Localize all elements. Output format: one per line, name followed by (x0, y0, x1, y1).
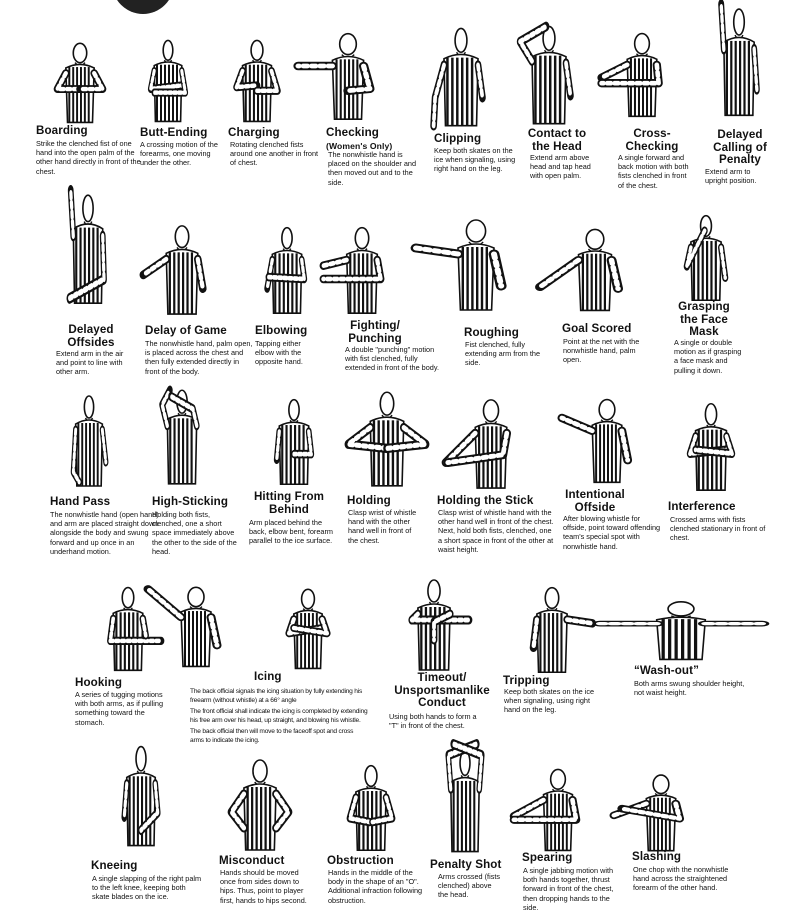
high-sticking-title-text: High-Sticking (152, 495, 229, 508)
boarding-description: Strike the clenched fist of one hand into the open palm of the other hand directly in front of the chest. (36, 139, 141, 176)
delay-of-game-figure (140, 220, 224, 318)
delayed-calling-description: Extend arm to upright position. (705, 167, 757, 186)
holding-title (347, 495, 391, 508)
butt-ending-title-text: Butt-Ending (140, 126, 208, 139)
intentional-offside-title (560, 489, 630, 514)
icing-paragraph: The back official signals the icing situation by fully extending his freearm (without whistle) at a 66° angle (190, 688, 363, 704)
high-sticking-title (152, 496, 228, 509)
fighting-description: A double "punching" motion with fist clenched, fully extended in front of the body. (345, 345, 439, 373)
grasping-mask-title-text: Grasping the Face Mask (678, 300, 730, 338)
misconduct-description: Hands should be moved once from sides down to hips. Thus, point to player first, hands to hips second. (220, 868, 307, 905)
cross-checking-title (617, 128, 687, 153)
hooking-title-text: Hooking (75, 676, 123, 689)
delayed-offsides-figure (56, 188, 120, 308)
tripping-title-text: Tripping (503, 674, 550, 687)
misconduct-title-text: Misconduct (219, 854, 285, 867)
penalty-shot-description: Arms crossed (fists clenched) above the head. (438, 872, 501, 900)
misconduct-figure (216, 754, 304, 854)
holding-stick-title (437, 495, 533, 508)
delayed-calling-figure (706, 2, 772, 120)
icing2-figure (268, 584, 348, 672)
obstruction-description: Hands in the middle of the body in the shape of an "O". Additional infraction following obstruction. (328, 868, 423, 905)
boarding-title-text: Boarding (36, 124, 88, 137)
delayed-offsides-title-text: Delayed Offsides (67, 323, 115, 349)
checking-description: The nonwhistle hand is placed on the shoulder and then moved out and to the side. (328, 150, 417, 187)
intentional-offside-figure (558, 394, 656, 486)
clipping-description: Keep both skates on the ice when signaling, using right hand on the leg. (434, 146, 516, 174)
charging-figure (220, 35, 294, 125)
hand-pass-description: The nonwhistle hand (open hand) and arm are placed straight down alongside the body and swung forward and up once in an underhand motion. (50, 510, 159, 556)
boarding-figure (38, 38, 122, 126)
delayed-offsides-title (56, 324, 126, 349)
goal-scored-description: Point at the net with the nonwhistle hand, palm open. (563, 337, 640, 365)
clipping-figure (424, 22, 498, 130)
icing-figure (146, 582, 246, 670)
cross-checking-description: A single forward and back motion with both fists clenched in front of the chest. (618, 153, 689, 190)
elbowing-title (255, 325, 307, 338)
elbowing-description: Tapping either elbow with the opposite hand. (255, 339, 303, 367)
penalty-shot-title (430, 859, 501, 872)
icing-description (190, 688, 368, 749)
holding-title-text: Holding (347, 494, 391, 507)
interference-title-text: Interference (668, 500, 736, 513)
goal-scored-figure (540, 224, 650, 314)
hand-pass-figure (60, 390, 118, 490)
contact-head-title-text: Contact to the Head (527, 127, 587, 153)
delayed-offsides-description: Extend arm in the air and point to line with other arm. (56, 349, 124, 377)
obstruction-figure (334, 760, 408, 854)
charging-title (228, 127, 280, 140)
timeout-title (387, 672, 497, 710)
spearing-description: A single jabbing motion with both hands together, thrust forward in front of the chest, then dropping hands to the side. (523, 866, 614, 912)
intentional-offside-description: After blowing whistle for offside, point toward offending team's special spot with nonwhistle hand. (563, 514, 661, 551)
fighting-title (345, 320, 405, 345)
timeout-title-text: Timeout/ Unsportsmanlike Conduct (394, 671, 490, 709)
washout-title-text: “Wash-out” (634, 664, 699, 677)
spearing-title (522, 852, 572, 865)
icing-title-text: Icing (254, 670, 282, 683)
interference-description: Crossed arms with fists clenched stationary in front of chest. (670, 515, 766, 543)
washout-title (634, 665, 699, 678)
interference-figure (676, 398, 746, 494)
tripping-figure (510, 582, 594, 676)
delay-of-game-title (145, 325, 227, 338)
hooking-description: A series of tugging motions with both arms, as if pulling something toward the stomach. (75, 690, 164, 727)
delay-of-game-description: The nonwhistle hand, palm open, is placed across the chest and then fully extended directly in front of the body. (145, 339, 253, 376)
holding-description: Clasp wrist of whistle hand with the other hand well in front of the chest. (348, 508, 417, 545)
intentional-offside-title-text: Intentional Offside (565, 488, 625, 514)
penalty-shot-figure (434, 744, 496, 856)
butt-ending-description: A crossing motion of the forearms, one moving under the other. (140, 140, 218, 168)
delayed-calling-title (705, 129, 775, 167)
hand-pass-title (50, 496, 110, 509)
hitting-behind-title (249, 491, 329, 516)
charging-description: Rotating clenched fists around one another in front of chest. (230, 140, 319, 168)
penalty-shot-title-text: Penalty Shot (430, 858, 502, 871)
contact-head-figure (512, 20, 586, 128)
charging-title-text: Charging (228, 126, 280, 139)
clipping-title (434, 133, 481, 146)
cross-checking-title-text: Cross-Checking (625, 127, 679, 153)
interference-title (668, 501, 736, 514)
checking-figure (296, 28, 400, 123)
holding-stick-title-text: Holding the Stick (437, 494, 534, 507)
kneeing-title (91, 860, 137, 873)
goal-scored-title (562, 323, 631, 336)
timeout-description: Using both hands to form a "T" in front of the chest. (389, 712, 477, 731)
washout-description: Both arms swung shoulder height, not waist height. (634, 679, 745, 698)
goal-scored-title-text: Goal Scored (562, 322, 632, 335)
fighting-title-text: Fighting/ Punching (348, 319, 402, 345)
high-sticking-figure (150, 384, 214, 488)
holding-stick-figure (444, 394, 538, 492)
roughing-figure (416, 214, 536, 314)
fighting-figure (320, 222, 404, 317)
contact-head-description: Extend arm above head and tap head with open palm. (530, 153, 591, 181)
hitting-behind-description: Arm placed behind the back, elbow bent, forearm parallel to the ice surface. (249, 518, 333, 546)
holding-stick-description: Clasp wrist of whistle hand with the other hand well in front of the chest. Next, hold both fists, clenched, one a short space in front of the other at waist height. (438, 508, 554, 554)
hooking-title (75, 677, 122, 690)
delay-of-game-title-text: Delay of Game (145, 324, 227, 337)
slashing-description: One chop with the nonwhistle hand across the straightened forearm of the other hand. (633, 865, 729, 893)
high-sticking-description: Holding both fists, clenched, one a short space immediately above the other to the side of the head. (152, 510, 237, 556)
washout-figure (600, 598, 762, 662)
butt-ending-title (140, 127, 207, 140)
hitting-behind-figure (262, 394, 326, 488)
grasping-mask-description: A single or double motion as if grasping a face mask and pulling it down. (674, 338, 742, 375)
tripping-title (503, 675, 550, 688)
kneeing-description: A single slapping of the right palm to the left knee, keeping both skate blades on the ice. (92, 874, 202, 902)
slashing-figure (612, 770, 710, 854)
spearing-figure (512, 764, 604, 854)
spearing-title-text: Spearing (522, 851, 573, 864)
obstruction-title-text: Obstruction (327, 854, 394, 867)
logo-mark (112, 0, 174, 14)
hand-pass-title-text: Hand Pass (50, 495, 111, 508)
icing-paragraph: The back official then will move to the faceoff spot and cross arms to indicate the icing. (190, 728, 354, 744)
hitting-behind-title-text: Hitting From Behind (253, 490, 325, 516)
timeout-figure (396, 574, 472, 674)
tripping-description: Keep both skates on the ice when signaling, using right hand on the leg. (504, 687, 595, 715)
kneeing-figure (110, 740, 172, 850)
clipping-title-text: Clipping (434, 132, 482, 145)
grasping-mask-figure (672, 210, 740, 304)
grasping-mask-title (674, 301, 734, 339)
checking-subtitle: (Women's Only) (326, 140, 393, 151)
roughing-title-text: Roughing (464, 326, 519, 339)
icing-paragraph: The front official shall indicate the icing is completed by extending his free arm over his head, up straight, and blowing his whistle. (190, 708, 368, 724)
kneeing-title-text: Kneeing (91, 859, 138, 872)
butt-ending-figure (138, 35, 198, 125)
contact-head-title (527, 128, 587, 153)
misconduct-title (219, 855, 284, 868)
checking-title (326, 127, 392, 152)
roughing-title (464, 327, 519, 340)
icing-title (254, 671, 282, 684)
boarding-title (36, 125, 88, 138)
cross-checking-figure (596, 28, 688, 120)
slashing-title (632, 851, 681, 864)
slashing-title-text: Slashing (632, 850, 682, 863)
checking-title-text: Checking (326, 126, 379, 139)
delayed-calling-title-text: Delayed Calling of Penalty (713, 128, 767, 166)
roughing-description: Fist clenched, fully extending arm from the side. (465, 340, 541, 368)
elbowing-title-text: Elbowing (255, 324, 308, 337)
elbowing-figure (255, 222, 319, 317)
obstruction-title (327, 855, 394, 868)
holding-figure (345, 386, 429, 490)
